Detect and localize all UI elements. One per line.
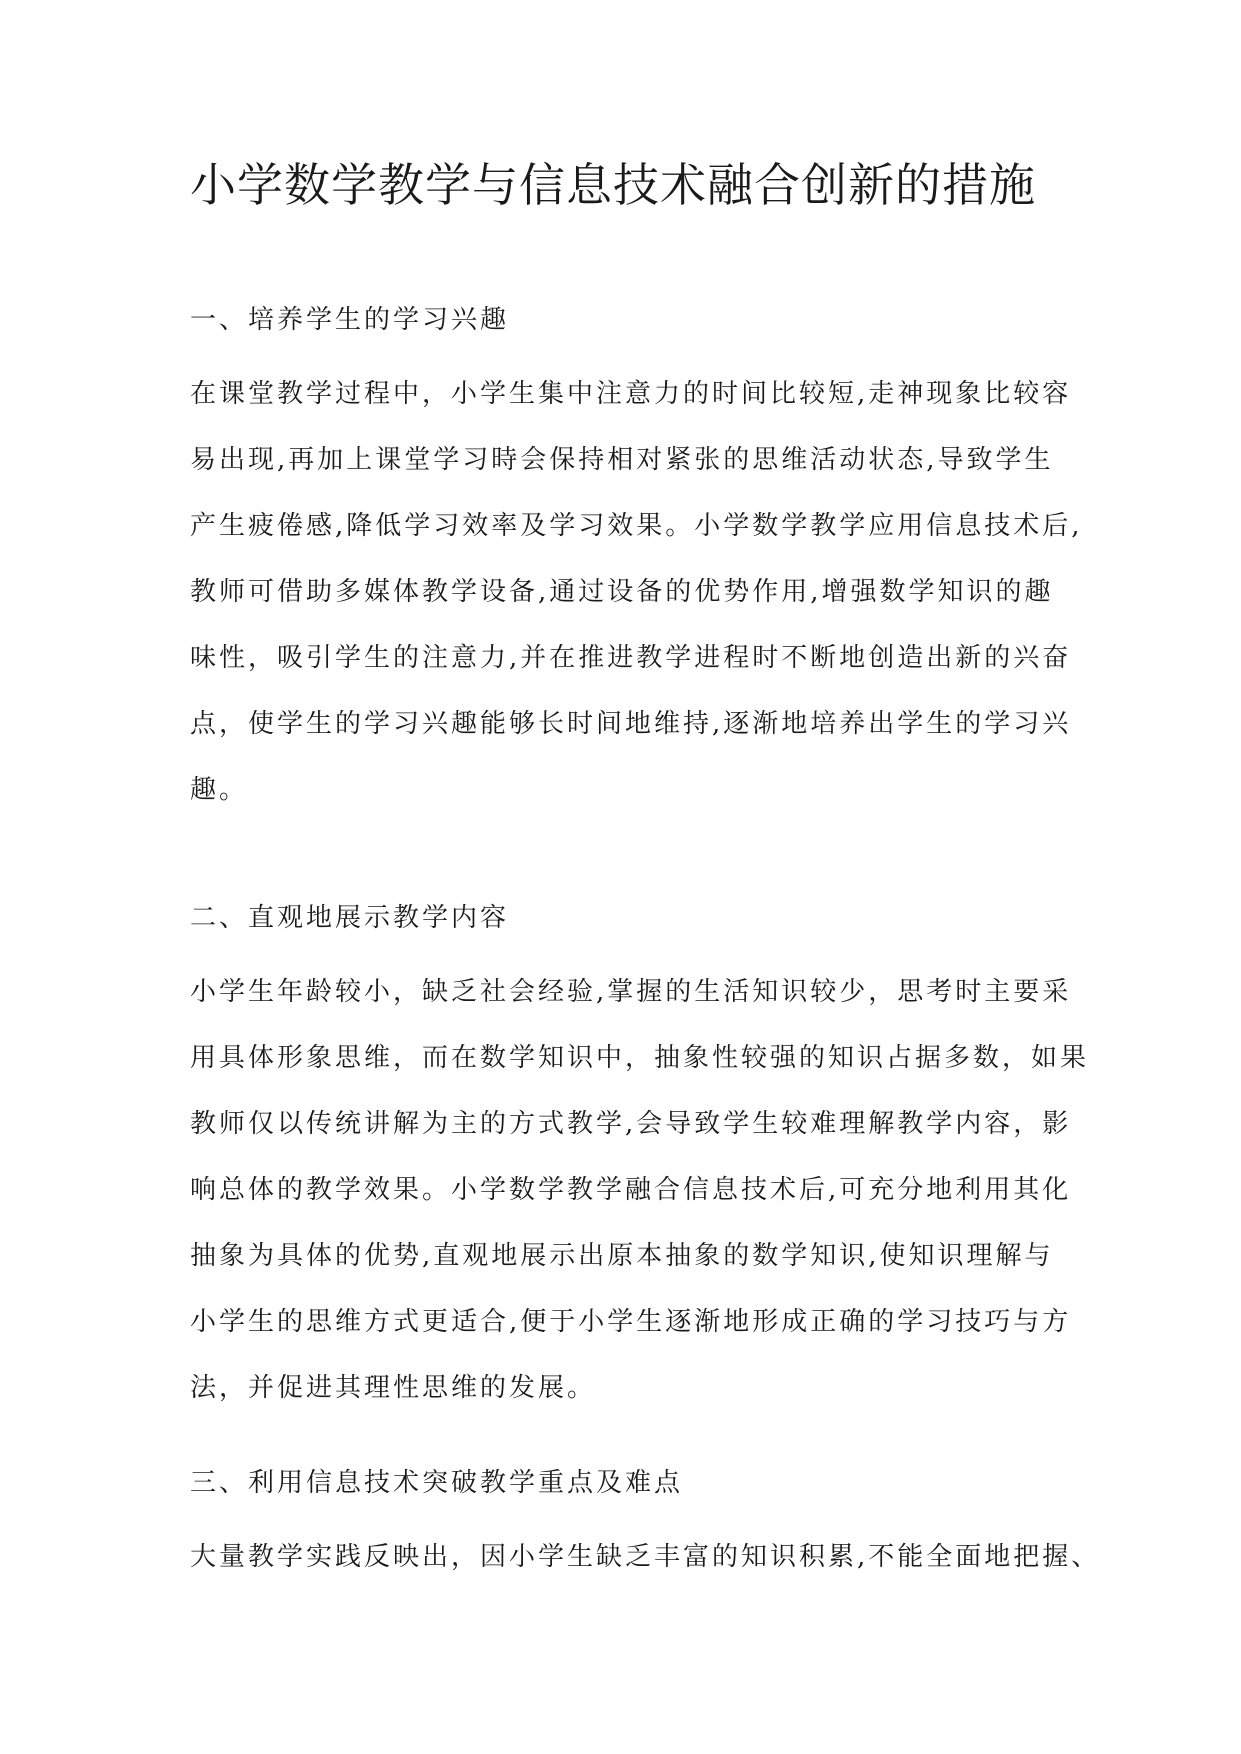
paragraph-line: 在课堂教学过程中，小学生集中注意力的时间比较短,走神现象比较容 <box>190 379 1072 409</box>
paragraph-line: 味性，吸引学生的注意力,并在推进教学进程时不断地创造出新的兴奋 <box>190 643 1072 673</box>
paragraph-line: 用具体形象思维，而在数学知识中，抽象性较强的知识占据多数，如果 <box>190 1043 1090 1073</box>
paragraph-line: 教师可借助多媒体教学设备,通过设备的优势作用,增强数学知识的趣 <box>190 577 1054 607</box>
section-heading-3: 三、利用信息技术突破教学重点及难点 <box>190 1468 684 1498</box>
paragraph-line: 点，使学生的学习兴趣能够长时间地维持,逐渐地培养出学生的学习兴 <box>190 709 1072 739</box>
paragraph-line: 法，并促进其理性思维的发展。 <box>190 1373 597 1403</box>
section-paragraph-2 <box>190 959 1090 1421</box>
paragraph-line: 产生疲倦感,降低学习效率及学习效果。小学数学教学应用信息技术后, <box>190 511 1083 541</box>
section-heading-2: 二、直观地展示教学内容 <box>190 903 510 933</box>
section-paragraph-3 <box>190 1524 1101 1590</box>
document-title: 小学数学教学与信息技术融合创新的措施 <box>190 158 1036 212</box>
paragraph-line: 易出现,再加上课堂学习時会保持相对紧张的思维活动状态,导致学生 <box>190 445 1054 475</box>
paragraph-line: 响总体的教学效果。小学数学教学融合信息技术后,可充分地利用其化 <box>190 1175 1072 1205</box>
paragraph-line: 大量教学实践反映出，因小学生缺乏丰富的知识积累,不能全面地把握、 <box>190 1542 1101 1572</box>
paragraph-line: 趣。 <box>190 775 249 805</box>
paragraph-line: 抽象为具体的优势,直观地展示出原本抽象的数学知识,使知识理解与 <box>190 1241 1054 1271</box>
section-heading-1: 一、培养学生的学习兴趣 <box>190 305 510 335</box>
paragraph-line: 小学生的思维方式更适合,便于小学生逐渐地形成正确的学习技巧与方 <box>190 1307 1072 1337</box>
section-paragraph-1 <box>190 361 1083 823</box>
paragraph-line: 小学生年龄较小，缺乏社会经验,掌握的生活知识较少，思考时主要采 <box>190 977 1072 1007</box>
paragraph-line: 教师仅以传统讲解为主的方式教学,会导致学生较难理解教学内容，影 <box>190 1109 1072 1139</box>
